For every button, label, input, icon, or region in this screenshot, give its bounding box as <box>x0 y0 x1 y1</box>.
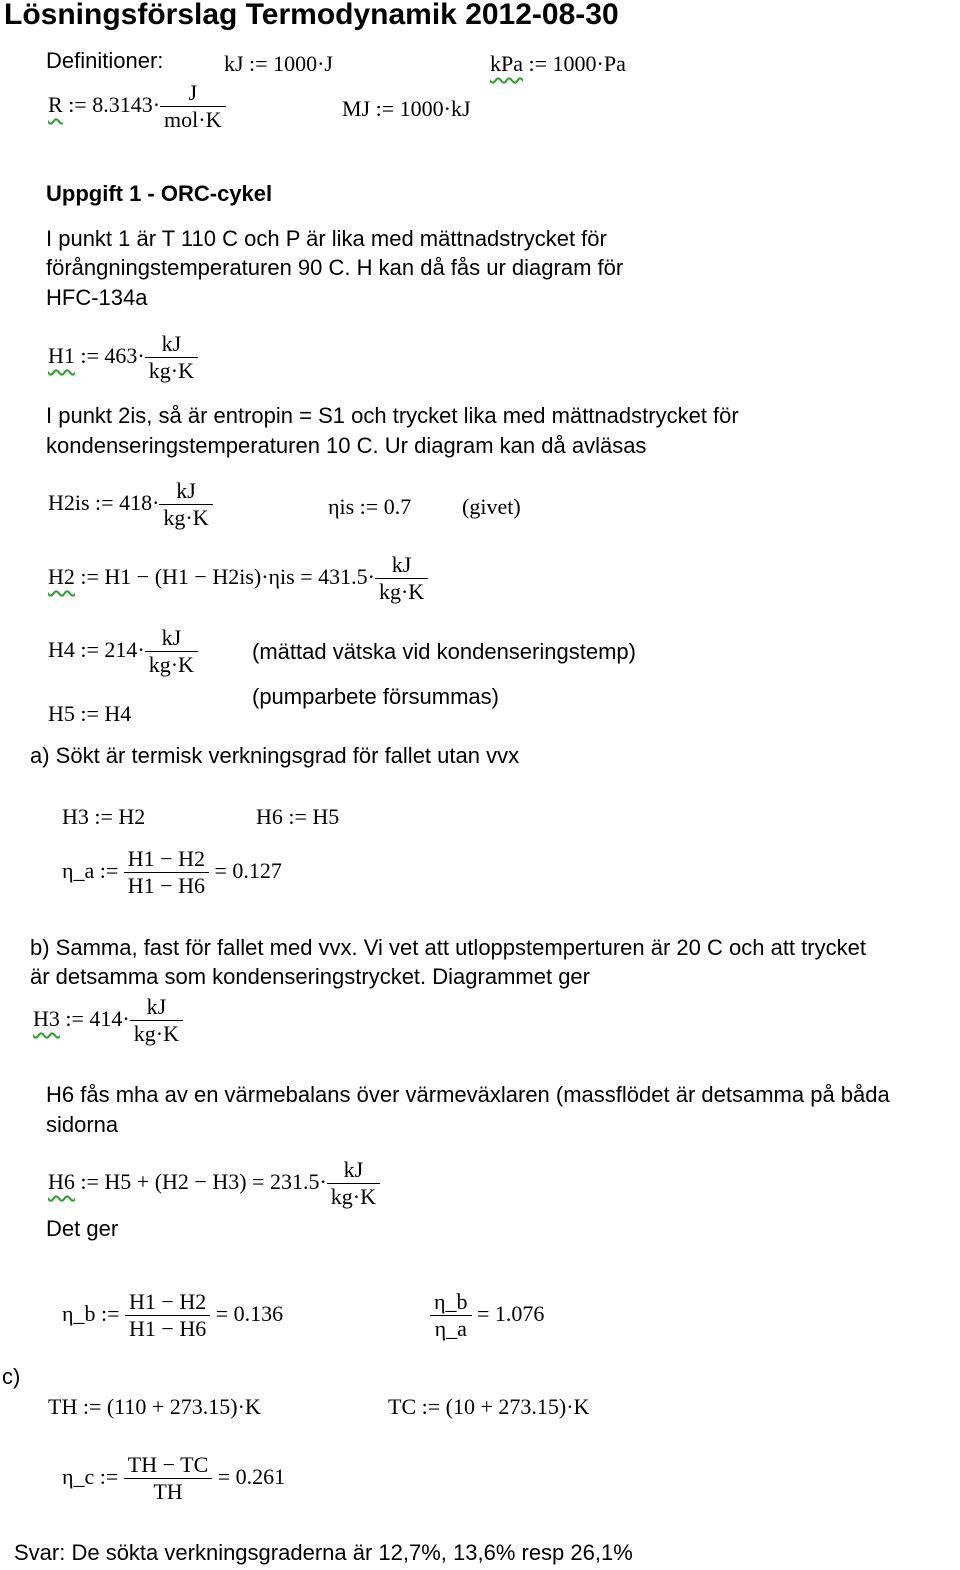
h2is-unit-fraction <box>159 478 212 532</box>
eta-ratio-denominator: η_a <box>430 1315 472 1342</box>
h2is-equation <box>48 478 213 532</box>
r-unit-fraction <box>160 80 225 134</box>
h1-unit-fraction <box>145 331 198 385</box>
part-a-heading: a) Sökt är termisk verkningsgrad för fallet utan vvx <box>30 743 520 768</box>
h6-definition-a: H6 := H5 <box>256 804 340 829</box>
eta-b-fraction <box>125 1289 210 1343</box>
h1-equation <box>48 331 198 385</box>
kpa-rest: := 1000·Pa <box>528 51 626 76</box>
tc-definition: TC := (10 + 273.15)·K <box>388 1394 590 1419</box>
task1-para1-line2: förångningstemperaturen 90 C. H kan då fås ur diagram för <box>46 255 624 280</box>
h2-unit-fraction <box>375 552 428 606</box>
pump-note: (pumparbete försummas) <box>252 684 499 709</box>
part-b-para-line2: sidorna <box>46 1112 119 1137</box>
kpa-name: kPa <box>490 51 523 76</box>
unit-numerator: kJ <box>176 478 196 503</box>
h2-rest: := H1 − (H1 − H2is)·ηis = 431.5· <box>80 563 375 589</box>
eta-b-lhs: η_b := <box>62 1300 120 1326</box>
unit-denominator: kg·K <box>145 357 198 384</box>
kj-definition: kJ := 1000·J <box>224 51 333 76</box>
eta-ratio-numerator: η_b <box>434 1289 468 1314</box>
r-definition <box>48 80 226 134</box>
r-unit-denominator: mol·K <box>160 106 225 133</box>
r-rest: := 8.3143· <box>68 91 161 117</box>
h2is-definition: H2is := 418· <box>48 489 160 515</box>
unit-numerator: kJ <box>161 625 182 650</box>
part-b-line2: är detsamma som kondenseringstrycket. Diagrammet ger <box>30 964 590 989</box>
r-name: R <box>48 91 63 117</box>
eta-c-result: = 0.261 <box>217 1463 286 1489</box>
h6-unit-fraction <box>327 1157 380 1211</box>
unit-numerator: kJ <box>343 1157 364 1182</box>
unit-denominator: kg·K <box>130 1020 183 1047</box>
eta-a-lhs: η_a := <box>62 857 119 883</box>
eta-a-equation <box>62 846 282 900</box>
h2-name: H2 <box>48 563 75 589</box>
eta-ratio-result: = 1.076 <box>477 1300 545 1326</box>
eta-b-equation <box>62 1289 283 1343</box>
eta-a-denominator: H1 − H6 <box>124 872 209 899</box>
eta-ratio-fraction <box>430 1289 472 1343</box>
unit-denominator: kg·K <box>159 504 212 531</box>
eta-c-lhs: η_c := <box>62 1463 119 1489</box>
eta-c-fraction <box>124 1452 212 1506</box>
task1-para2-line1: I punkt 2is, så är entropin = S1 och trycket lika med mättnadstrycket för <box>46 403 739 428</box>
h6-name: H6 <box>48 1168 75 1194</box>
mj-definition: MJ := 1000·kJ <box>342 96 471 121</box>
h3-rest: := 414· <box>65 1005 130 1031</box>
unit-numerator: kJ <box>146 994 167 1019</box>
h4-definition: H4 := 214· <box>48 636 145 662</box>
h3-unit-fraction <box>130 994 183 1048</box>
h4-unit-fraction <box>145 625 198 679</box>
h6-equation-b <box>48 1157 380 1211</box>
h4-equation <box>48 625 198 679</box>
h3-equation-b <box>33 994 183 1048</box>
det-ger: Det ger <box>46 1216 119 1241</box>
definitions-label: Definitioner: <box>46 48 164 73</box>
etais-definition: ηis := 0.7 <box>328 494 412 519</box>
h3-name: H3 <box>33 1005 60 1031</box>
h1-name: H1 <box>48 342 75 368</box>
eta-ratio-equation <box>430 1289 544 1343</box>
page-title: Lösningsförslag Termodynamik 2012-08-30 <box>4 0 619 31</box>
eta-b-denominator: H1 − H6 <box>125 1315 210 1342</box>
eta-a-result: = 0.127 <box>214 857 282 883</box>
part-b-para-line1: H6 fås mha av en värmebalans över värmeväxlaren (massflödet är detsamma på båda <box>46 1082 890 1107</box>
part-c-label: c) <box>2 1364 21 1389</box>
h6-rest: := H5 + (H2 − H3) = 231.5· <box>80 1168 327 1194</box>
eta-b-numerator: H1 − H2 <box>129 1289 207 1314</box>
kpa-definition <box>490 51 626 77</box>
unit-denominator: kg·K <box>375 578 428 605</box>
task1-para2-line2: kondenseringstemperaturen 10 C. Ur diagram kan då avläsas <box>46 433 647 458</box>
h1-rest: := 463· <box>80 342 145 368</box>
unit-denominator: kg·K <box>145 651 198 678</box>
unit-denominator: kg·K <box>327 1183 380 1210</box>
unit-numerator: kJ <box>161 331 182 356</box>
h5-definition: H5 := H4 <box>48 701 132 726</box>
task1-para1-line1: I punkt 1 är T 110 C och P är lika med mättnadstrycket för <box>46 226 607 251</box>
eta-c-numerator: TH − TC <box>127 1452 209 1477</box>
h2-equation <box>48 552 428 606</box>
r-unit-numerator: J <box>188 80 198 105</box>
task1-para1-line3: HFC-134a <box>46 285 148 310</box>
part-b-line1: b) Samma, fast för fallet med vvx. Vi vet att utloppstemperturen är 20 C och att trycket <box>30 935 866 960</box>
answer-line: Svar: De sökta verkningsgraderna är 12,7%, 13,6% resp 26,1% <box>14 1540 633 1565</box>
h4-note: (mättad vätska vid kondenseringstemp) <box>252 639 636 664</box>
eta-b-result: = 0.136 <box>215 1300 284 1326</box>
eta-c-equation <box>62 1452 285 1506</box>
task1-heading: Uppgift 1 - ORC-cykel <box>46 181 273 206</box>
given-note: (givet) <box>462 494 521 519</box>
th-definition: TH := (110 + 273.15)·K <box>48 1394 261 1419</box>
h3-definition-a: H3 := H2 <box>62 804 146 829</box>
eta-c-denominator: TH <box>124 1478 212 1505</box>
unit-numerator: kJ <box>391 552 412 577</box>
eta-a-fraction <box>124 846 209 900</box>
eta-a-numerator: H1 − H2 <box>127 846 205 871</box>
